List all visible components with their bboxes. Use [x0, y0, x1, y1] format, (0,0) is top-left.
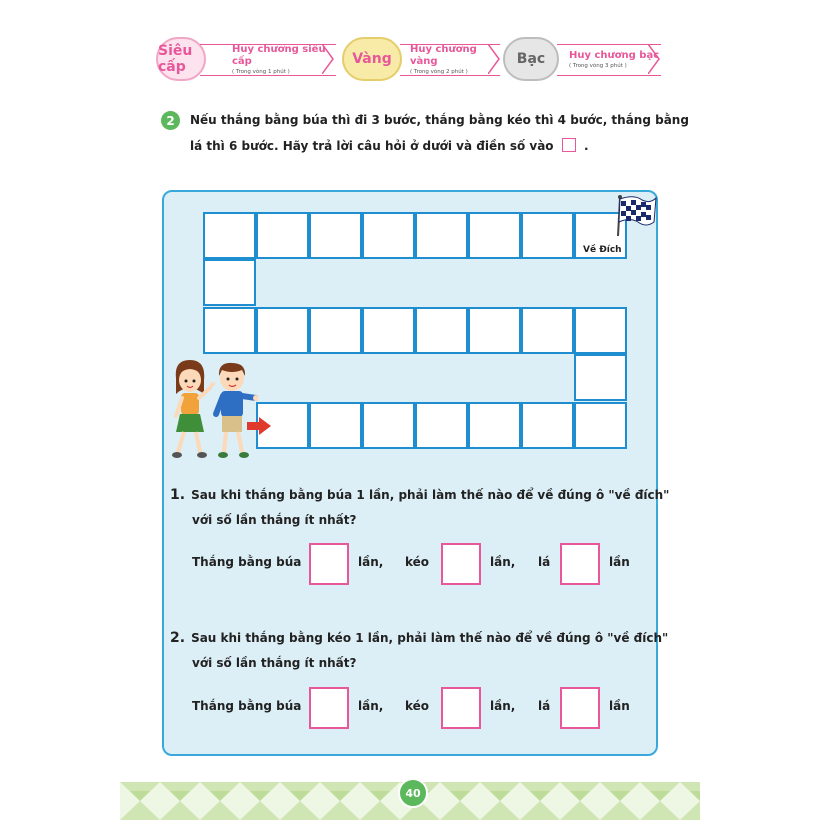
scissors-label: kéo — [405, 555, 430, 569]
board-cell[interactable] — [309, 212, 362, 259]
girl-figure — [172, 360, 215, 458]
answer-box-icon — [562, 138, 576, 152]
medal-silver-badge-label: Bạc — [516, 51, 546, 67]
children-illustration — [166, 358, 258, 464]
scissors-label: kéo — [405, 699, 430, 713]
board-cell[interactable] — [362, 402, 415, 449]
ribbon-end-icon — [488, 44, 500, 74]
board-cell[interactable] — [362, 307, 415, 354]
question-line-2-text: lá thì 6 bước. Hãy trả lời câu hỏi ở dưới và điền số vào — [190, 139, 554, 153]
board-cell[interactable] — [203, 307, 256, 354]
times-label: lần, — [358, 699, 384, 713]
board-cell[interactable] — [362, 212, 415, 259]
medal-silver — [503, 37, 663, 81]
question-line-2 — [190, 138, 589, 153]
times-label: lần, — [490, 699, 516, 713]
hammer-label: Thắng bằng búa — [192, 555, 302, 569]
board-cell[interactable] — [309, 402, 362, 449]
paper-label: lá — [538, 555, 551, 569]
medal-silver-ribbon — [557, 44, 661, 76]
medal-gold-title: Huy chương vàng — [410, 43, 477, 67]
answer-row-1 — [192, 543, 632, 585]
medal-gold-badge — [342, 37, 402, 81]
board-cell[interactable] — [309, 307, 362, 354]
paper-count-box[interactable] — [560, 687, 600, 729]
sub-question-2-line-1: Sau khi thắng bằng kéo 1 lần, phải làm thế nào để về đúng ô "về đích" — [191, 631, 669, 645]
medal-gold-ribbon — [400, 44, 500, 76]
board-cell[interactable] — [521, 212, 574, 259]
scissors-count-box[interactable] — [441, 543, 481, 585]
medal-super-ribbon — [200, 44, 336, 76]
board-cell[interactable] — [415, 307, 468, 354]
checkered-flag-icon — [614, 192, 660, 238]
paper-label: lá — [538, 699, 551, 713]
board-cell[interactable] — [574, 307, 627, 354]
medal-silver-subtitle: ( Trong vòng 3 phút ) — [569, 62, 627, 69]
board-cell[interactable] — [203, 212, 256, 259]
medal-super-badge-label: Siêu cấp — [158, 43, 193, 75]
board-cell[interactable] — [574, 354, 627, 401]
times-label: lần — [609, 699, 630, 713]
board-cell[interactable] — [521, 307, 574, 354]
question-line-2-end: . — [583, 139, 589, 153]
sub-question-2-line-2: với số lần thắng ít nhất? — [192, 656, 357, 670]
board-cell[interactable] — [415, 212, 468, 259]
ribbon-end-icon — [322, 44, 334, 74]
board-cell[interactable] — [256, 212, 309, 259]
question-line-1: Nếu thắng bằng búa thì đi 3 bước, thắng bằng kéo thì 4 bước, thắng bằng — [190, 113, 689, 127]
answer-row-2 — [192, 687, 632, 729]
medal-gold-badge-label: Vàng — [352, 51, 392, 67]
hammer-label: Thắng bằng búa — [192, 699, 302, 713]
times-label: lần, — [358, 555, 384, 569]
hammer-count-box[interactable] — [309, 543, 349, 585]
sub-question-2 — [170, 630, 668, 646]
medal-gold — [342, 37, 498, 81]
question-number-badge — [161, 111, 180, 130]
board-cell[interactable] — [574, 402, 627, 449]
medal-silver-badge — [503, 37, 559, 81]
sub-question-1 — [170, 487, 669, 503]
page-number: 40 — [405, 786, 421, 800]
hammer-count-box[interactable] — [309, 687, 349, 729]
board-cell[interactable] — [468, 212, 521, 259]
board-cell[interactable] — [468, 402, 521, 449]
boy-figure — [216, 363, 258, 458]
medal-super-badge — [156, 37, 206, 81]
page-number-badge — [398, 778, 428, 808]
board-cell[interactable] — [256, 307, 309, 354]
paper-count-box[interactable] — [560, 543, 600, 585]
board-cell[interactable] — [468, 307, 521, 354]
medal-super — [156, 37, 334, 81]
start-arrow-icon — [247, 417, 271, 435]
sub-question-2-number: 2. — [170, 630, 186, 646]
sub-question-1-number: 1. — [170, 487, 186, 503]
board-cell[interactable] — [415, 402, 468, 449]
sub-question-1-line-1: Sau khi thắng bằng búa 1 lần, phải làm thế nào để về đúng ô "về đích" — [191, 488, 670, 502]
medal-super-title: Huy chương siêu cấp — [232, 43, 326, 67]
finish-label: Về Đích — [583, 245, 622, 255]
board-cell[interactable] — [521, 402, 574, 449]
question-number: 2 — [166, 113, 175, 128]
board-cell[interactable] — [203, 259, 256, 306]
sub-question-1-line-2: với số lần thắng ít nhất? — [192, 513, 357, 527]
medal-gold-subtitle: ( Trong vòng 2 phút ) — [410, 68, 468, 75]
times-label: lần — [609, 555, 630, 569]
medal-super-subtitle: ( Trong vòng 1 phút ) — [232, 68, 290, 75]
times-label: lần, — [490, 555, 516, 569]
medal-silver-title: Huy chương bạc — [569, 49, 660, 61]
scissors-count-box[interactable] — [441, 687, 481, 729]
ribbon-end-icon — [648, 44, 660, 74]
